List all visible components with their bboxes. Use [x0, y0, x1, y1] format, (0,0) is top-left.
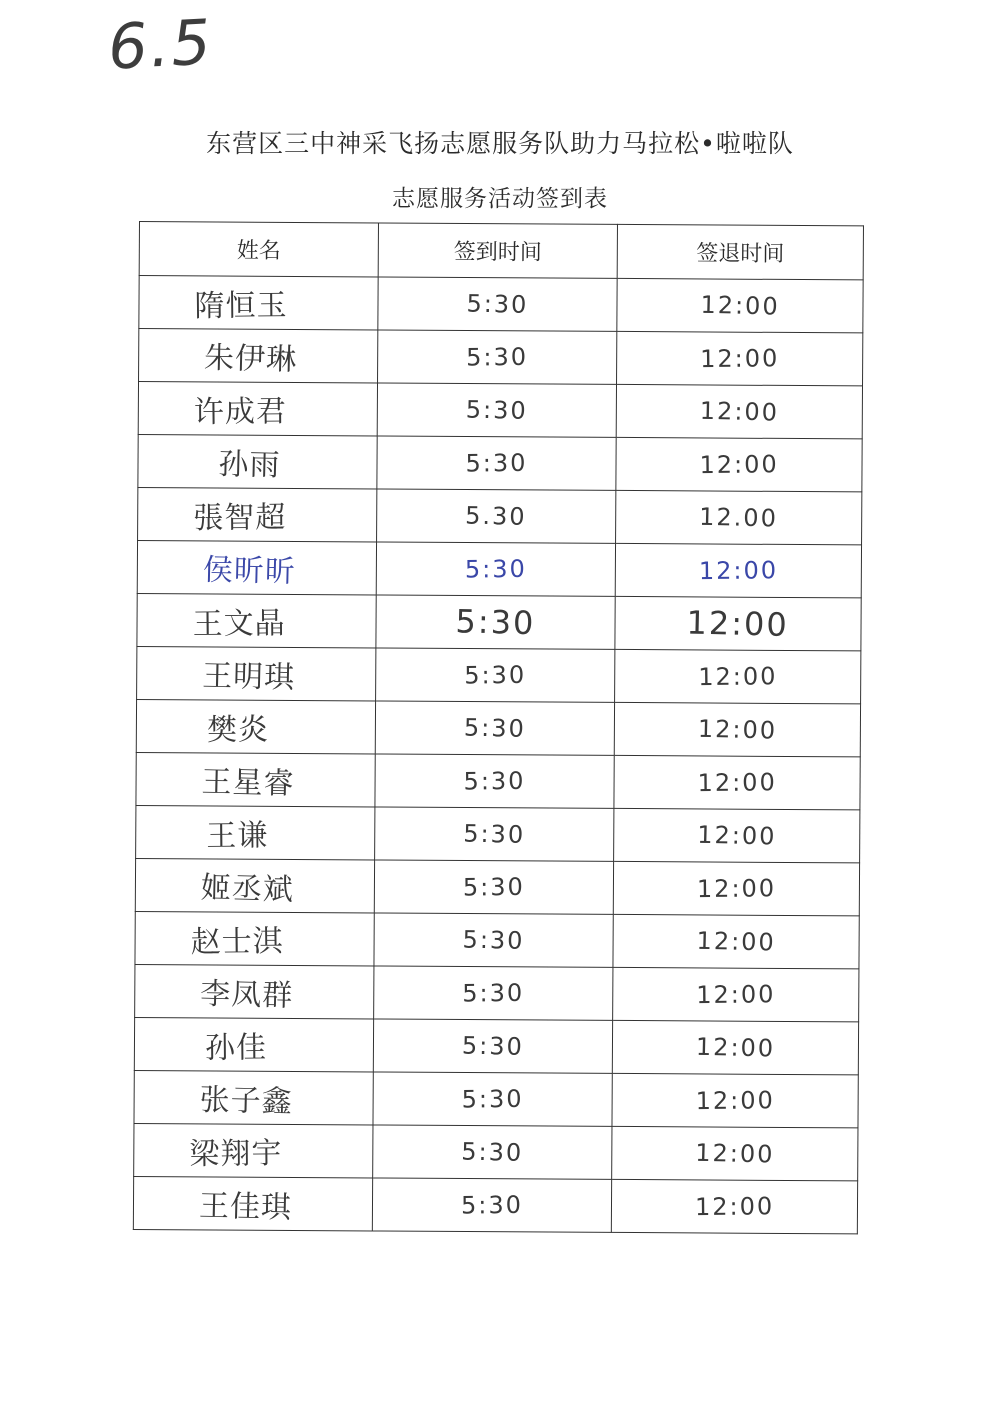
- sign-out-time-cell: [615, 649, 861, 704]
- sign-out-time-cell: [614, 702, 860, 757]
- sign-in-time: 5.30: [465, 501, 528, 531]
- sign-out-time-cell: [614, 808, 860, 863]
- signer-name: 王谦: [206, 818, 269, 854]
- sign-out-time: 12:00: [686, 603, 790, 644]
- sign-in-time: 5:30: [465, 448, 528, 478]
- sign-out-time-cell: [616, 437, 862, 492]
- signer-name-cell: [139, 329, 378, 383]
- sign-out-time: 12:00: [697, 662, 778, 692]
- sign-in-time: 5:30: [466, 289, 529, 319]
- signer-name-cell: [134, 1017, 373, 1071]
- sign-in-time-cell: [373, 1125, 612, 1179]
- table-header-row: [139, 222, 863, 280]
- table-row: [135, 964, 859, 1021]
- sign-out-time-cell: [615, 596, 861, 651]
- sign-out-time: 12:00: [698, 556, 779, 586]
- table-row: [133, 1176, 857, 1233]
- sign-out-time-cell: [612, 1020, 858, 1075]
- sign-in-time: 5:30: [462, 819, 526, 849]
- table-row: [134, 1123, 858, 1180]
- signer-name: 孙佳: [204, 1030, 268, 1066]
- signer-name: 姬丞斌: [199, 870, 294, 908]
- signer-name: 朱伊琳: [203, 340, 297, 378]
- signer-name-cell: [137, 540, 376, 594]
- signer-name-cell: [134, 1123, 373, 1177]
- sign-out-time-cell: [617, 331, 863, 386]
- signer-name: 王文晶: [191, 606, 286, 643]
- sign-in-time-cell: [377, 489, 616, 543]
- sign-in-time: 5:30: [460, 1190, 524, 1220]
- table-row: [137, 646, 861, 703]
- signer-name: 张子鑫: [198, 1082, 293, 1120]
- sign-out-time: 12:00: [696, 820, 777, 851]
- sign-out-time: 12:00: [697, 714, 778, 745]
- signer-name: 張智超: [192, 500, 286, 537]
- sign-out-time-cell: [614, 755, 860, 810]
- sign-out-time: 12:00: [694, 1192, 775, 1222]
- sign-in-time-cell: [378, 277, 617, 331]
- sign-out-time-cell: [617, 278, 863, 333]
- table-row: [134, 1017, 858, 1074]
- form-subtitle: 志愿服务活动签到表: [392, 186, 608, 212]
- signer-name-cell: [135, 964, 374, 1018]
- sign-in-table: [133, 221, 864, 1234]
- signer-name-cell: [136, 699, 375, 753]
- signer-name-cell: [138, 487, 377, 541]
- sign-out-time: 12:00: [694, 1138, 775, 1169]
- sign-in-time: 5:30: [461, 1084, 524, 1114]
- sign-in-time-cell: [374, 966, 613, 1020]
- signer-name-cell: [134, 1070, 373, 1124]
- sign-in-time-cell: [376, 648, 615, 702]
- signer-name: 王星睿: [200, 764, 295, 802]
- sign-out-time-cell: [613, 861, 859, 916]
- sign-in-time-cell: [373, 1019, 612, 1073]
- sign-out-time-cell: [612, 1126, 858, 1181]
- signer-name-cell: [136, 752, 375, 806]
- sign-in-time-cell: [376, 595, 615, 649]
- sign-out-time: 12:00: [695, 1032, 776, 1063]
- table-row: [138, 434, 862, 491]
- form-title: 东营区三中神采飞扬志愿服务队助力马拉松•啦啦队: [206, 129, 794, 158]
- sign-out-time: 12:00: [696, 980, 776, 1010]
- sign-in-time-cell: [377, 436, 616, 490]
- sign-out-time-cell: [613, 967, 859, 1022]
- sign-in-time-cell: [377, 383, 616, 437]
- sign-in-time: 5:30: [464, 554, 527, 584]
- table-row: [139, 329, 863, 386]
- sign-in-time-cell: [378, 330, 617, 384]
- sign-out-time-cell: [612, 1073, 858, 1128]
- signer-name-cell: [137, 593, 376, 647]
- signer-name-cell: [138, 382, 377, 436]
- sign-out-time: 12.00: [699, 502, 779, 533]
- sign-out-time: 12:00: [696, 874, 777, 904]
- signer-name: 王明琪: [201, 658, 296, 696]
- signer-name-cell: [136, 805, 375, 859]
- signer-name: 李凤群: [199, 976, 294, 1014]
- sign-in-time-cell: [375, 807, 614, 861]
- sign-in-time: 5:30: [462, 872, 526, 902]
- signer-name-cell: [133, 1176, 372, 1230]
- table-row: [136, 699, 860, 756]
- sign-out-time: 12:00: [695, 1086, 775, 1116]
- signer-name: 樊炎: [206, 712, 270, 748]
- table-row: [136, 805, 860, 862]
- signer-name: 赵士淇: [189, 924, 284, 961]
- signer-name-cell: [135, 858, 374, 912]
- signer-name: 隋恒玉: [193, 288, 288, 325]
- sign-out-time: 12:00: [696, 926, 777, 957]
- signer-name: 许成君: [193, 394, 287, 431]
- sign-in-time: 5:30: [462, 925, 525, 955]
- sign-out-time: 12:00: [700, 290, 780, 321]
- sign-in-time-cell: [375, 701, 614, 755]
- table-row: [135, 911, 859, 968]
- table-row: [137, 593, 861, 650]
- table-row: [137, 540, 861, 597]
- sign-in-time: 5:30: [463, 713, 527, 743]
- signer-name: 孙雨: [218, 446, 281, 484]
- sign-in-sheet: [133, 221, 863, 1234]
- table-body: [133, 276, 863, 1234]
- signer-name-cell: [138, 434, 377, 488]
- sign-out-time-cell: [616, 490, 862, 545]
- sign-in-time: 5:30: [464, 660, 527, 690]
- sign-in-time: 5:30: [461, 1137, 524, 1167]
- table-row: [138, 382, 862, 439]
- table-row: [135, 858, 859, 915]
- signer-name: 侯昕昕: [201, 552, 296, 590]
- sign-out-time-cell: [611, 1179, 857, 1234]
- sign-out-time-cell: [616, 384, 862, 439]
- sign-in-time-cell: [375, 754, 614, 808]
- sign-in-time: 5:30: [455, 602, 536, 643]
- signer-name: 梁翔宇: [188, 1136, 283, 1173]
- sign-out-time: 12:00: [699, 450, 779, 480]
- sign-out-time: 12:00: [699, 396, 780, 427]
- sign-in-time-cell: [372, 1178, 611, 1232]
- sign-in-time: 5:30: [466, 342, 529, 372]
- header-name: 姓名: [139, 222, 378, 277]
- sign-out-time-cell: [613, 914, 859, 969]
- sign-in-time: 5:30: [461, 1031, 525, 1061]
- signer-name-cell: [135, 911, 374, 965]
- table-row: [139, 276, 863, 333]
- sign-in-time: 5:30: [462, 978, 525, 1008]
- signer-name: 王佳琪: [198, 1188, 292, 1226]
- page-number: 6.5: [106, 5, 215, 84]
- table-row: [138, 487, 862, 544]
- table-row: [134, 1070, 858, 1127]
- sign-out-time-cell: [615, 543, 861, 598]
- sign-in-time-cell: [374, 913, 613, 967]
- signer-name-cell: [139, 276, 378, 330]
- signer-name-cell: [137, 646, 376, 700]
- sign-out-time: 12:00: [699, 344, 780, 374]
- sign-in-time: 5:30: [465, 395, 529, 425]
- table-row: [136, 752, 860, 809]
- sign-out-time: 12:00: [697, 768, 777, 798]
- sign-in-time-cell: [374, 860, 613, 914]
- header-sign-in-time: 签到时间: [378, 223, 617, 278]
- header-sign-out-time: 签退时间: [617, 224, 863, 280]
- sign-in-time-cell: [373, 1072, 612, 1126]
- sign-in-time: 5:30: [463, 766, 526, 796]
- sign-in-time-cell: [376, 542, 615, 596]
